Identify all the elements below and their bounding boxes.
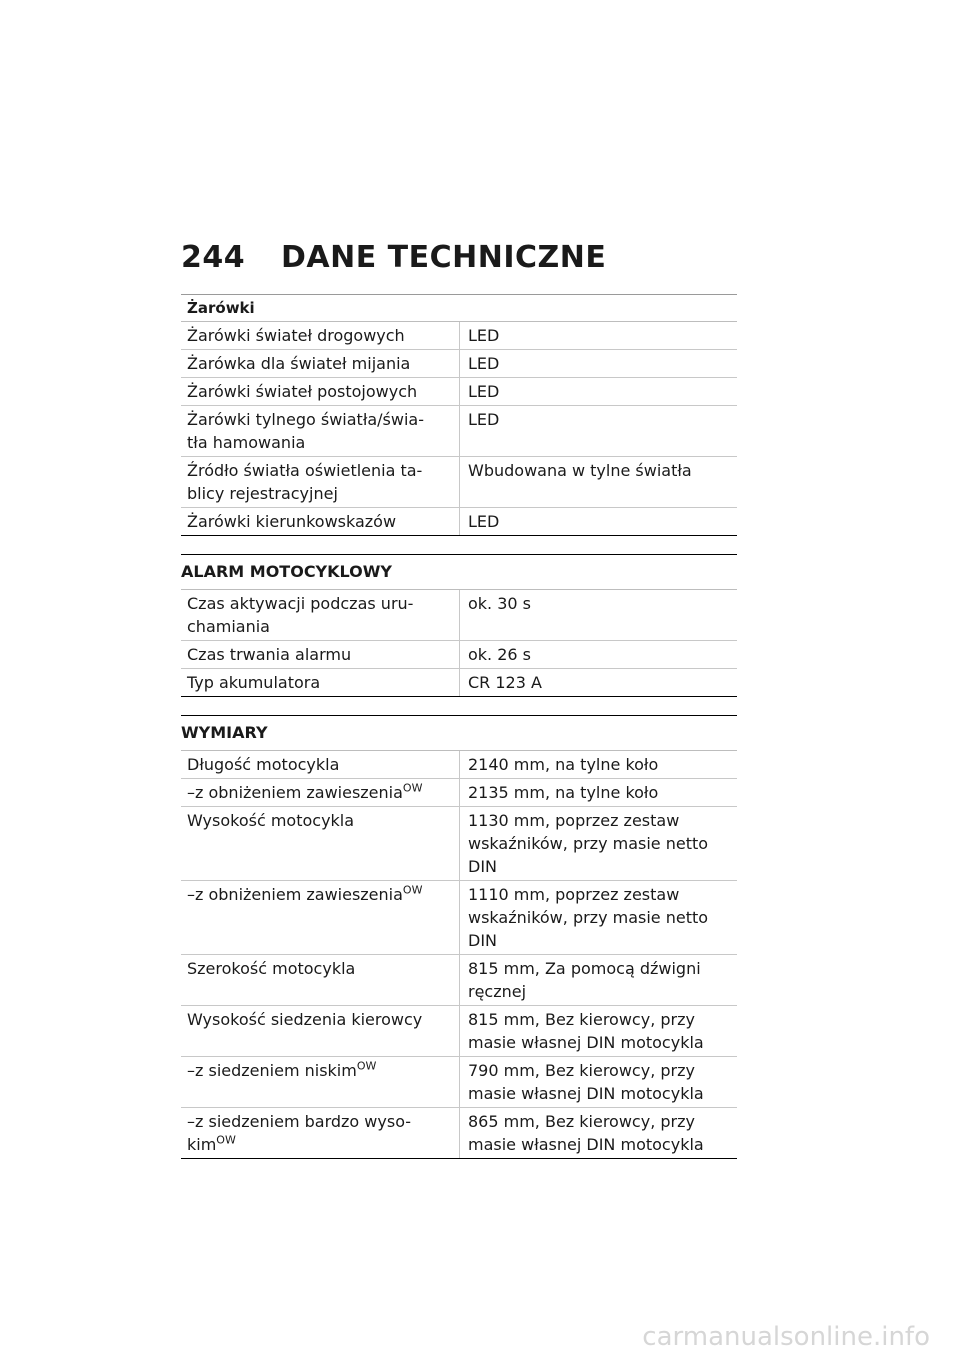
spec-label-text: –z siedzeniem niskim bbox=[187, 1061, 357, 1080]
spec-content bbox=[181, 294, 737, 1159]
option-marker: OW bbox=[356, 1059, 377, 1073]
spec-label bbox=[181, 1108, 460, 1159]
option-marker: OW bbox=[402, 883, 423, 897]
spec-value: ok. 26 s bbox=[460, 641, 738, 669]
spec-label-text: Żarówki kierunkowskazów bbox=[187, 512, 397, 531]
spec-label-text: Wysokość siedzenia kierowcy bbox=[187, 1010, 423, 1029]
table-row bbox=[181, 1108, 737, 1159]
spec-label bbox=[181, 641, 460, 669]
spec-label-text: Długość motocykla bbox=[187, 755, 340, 774]
spec-value: 815 mm, Za pomocą dźwigni ręcznej bbox=[460, 955, 738, 1006]
spec-value: 865 mm, Bez kierowcy, przy masie własnej DIN motocykla bbox=[460, 1108, 738, 1159]
spec-label-text: Źródło światła oświetlenia ta- blicy rejestracyjnej bbox=[187, 461, 423, 503]
spec-label-text: –z obniżeniem zawieszenia bbox=[187, 885, 403, 904]
page-header bbox=[181, 240, 606, 275]
spec-label bbox=[181, 350, 460, 378]
spec-table bbox=[181, 590, 737, 697]
spec-value: LED bbox=[460, 350, 738, 378]
section-bulbs bbox=[181, 294, 737, 536]
table-row bbox=[181, 350, 737, 378]
spec-label bbox=[181, 669, 460, 697]
table-row bbox=[181, 779, 737, 807]
table-row bbox=[181, 1057, 737, 1108]
table-row bbox=[181, 881, 737, 955]
page-number: 244 bbox=[181, 240, 246, 275]
section-title: ALARM MOTOCYKLOWY bbox=[181, 554, 737, 590]
watermark: carmanualsonline.info bbox=[642, 1322, 930, 1352]
spec-label bbox=[181, 406, 460, 457]
spec-label bbox=[181, 1057, 460, 1108]
spec-value: 815 mm, Bez kierowcy, przy masie własnej DIN motocykla bbox=[460, 1006, 738, 1057]
spec-label bbox=[181, 322, 460, 350]
spec-label bbox=[181, 955, 460, 1006]
spec-label-text: –z siedzeniem bardzo wyso- kim bbox=[187, 1112, 412, 1154]
spec-label bbox=[181, 590, 460, 641]
spec-label-text: Żarówka dla świateł mijania bbox=[187, 354, 411, 373]
spec-value: LED bbox=[460, 378, 738, 406]
spec-value: ok. 30 s bbox=[460, 590, 738, 641]
spec-label bbox=[181, 881, 460, 955]
option-marker: OW bbox=[402, 781, 423, 795]
spec-table bbox=[181, 322, 737, 536]
table-row bbox=[181, 378, 737, 406]
spec-label bbox=[181, 779, 460, 807]
spec-value: LED bbox=[460, 322, 738, 350]
spec-value: 2140 mm, na tylne koło bbox=[460, 751, 738, 779]
option-marker: OW bbox=[216, 1133, 236, 1147]
section-alarm bbox=[181, 554, 737, 697]
spec-label bbox=[181, 378, 460, 406]
spec-value: Wbudowana w tylne światła bbox=[460, 457, 738, 508]
table-row bbox=[181, 590, 737, 641]
spec-label-text: Wysokość motocykla bbox=[187, 811, 355, 830]
spec-value: CR 123 A bbox=[460, 669, 738, 697]
spec-label-text: Czas trwania alarmu bbox=[187, 645, 352, 664]
table-row bbox=[181, 1006, 737, 1057]
spec-label bbox=[181, 457, 460, 508]
table-row bbox=[181, 508, 737, 536]
spec-label-text: Żarówki świateł drogowych bbox=[187, 326, 405, 345]
spec-label-text: Typ akumulatora bbox=[187, 673, 321, 692]
spec-label bbox=[181, 1006, 460, 1057]
table-row bbox=[181, 457, 737, 508]
spec-value: LED bbox=[460, 508, 738, 536]
table-row bbox=[181, 807, 737, 881]
spec-label bbox=[181, 807, 460, 881]
spec-label-text: Szerokość motocykla bbox=[187, 959, 356, 978]
spec-value: 2135 mm, na tylne koło bbox=[460, 779, 738, 807]
spec-label bbox=[181, 751, 460, 779]
spec-label-text: Czas aktywacji podczas uru- chamiania bbox=[187, 594, 414, 636]
spec-value: 790 mm, Bez kierowcy, przy masie własnej DIN motocykla bbox=[460, 1057, 738, 1108]
spec-label-text: Żarówki świateł postojowych bbox=[187, 382, 418, 401]
spec-value: 1130 mm, poprzez zestaw wskaźników, przy masie netto DIN bbox=[460, 807, 738, 881]
spec-label-text: –z obniżeniem zawieszenia bbox=[187, 783, 403, 802]
spec-label-text: Żarówki tylnego światła/świa- tła hamowania bbox=[187, 410, 424, 452]
spec-table bbox=[181, 751, 737, 1159]
table-row bbox=[181, 322, 737, 350]
section-title: WYMIARY bbox=[181, 715, 737, 751]
spec-label bbox=[181, 508, 460, 536]
page-title: DANE TECHNICZNE bbox=[281, 240, 607, 275]
section-dimensions bbox=[181, 715, 737, 1159]
spec-value: LED bbox=[460, 406, 738, 457]
section-title: Żarówki bbox=[181, 294, 737, 322]
table-row bbox=[181, 751, 737, 779]
table-row bbox=[181, 406, 737, 457]
table-row bbox=[181, 641, 737, 669]
spec-value: 1110 mm, poprzez zestaw wskaźników, przy masie netto DIN bbox=[460, 881, 738, 955]
table-row bbox=[181, 669, 737, 697]
table-row bbox=[181, 955, 737, 1006]
